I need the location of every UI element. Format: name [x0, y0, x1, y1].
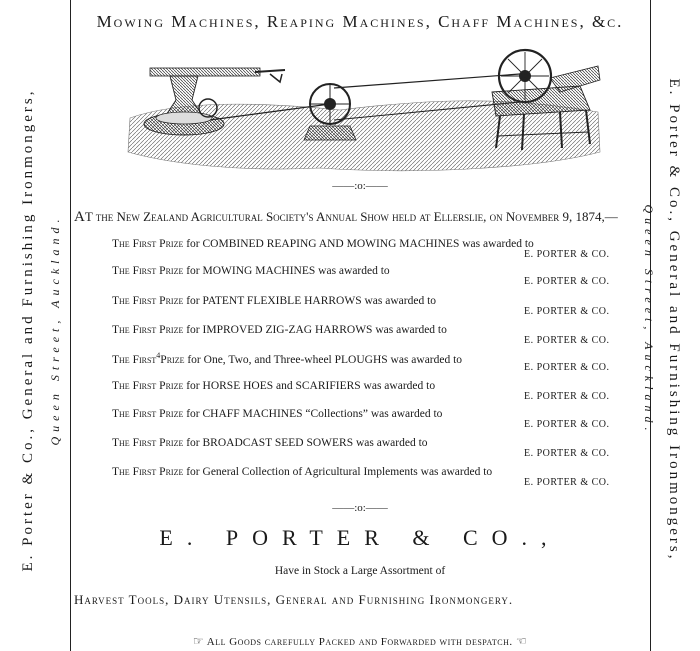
- prize-text: [112, 408, 442, 420]
- headline: Mowing Machines, Reaping Machines, Chaff Machines, &c.: [96, 12, 624, 31]
- prize-awardee: E. PORTER & CO.: [524, 362, 610, 373]
- prize-row: [72, 437, 648, 467]
- prize-item: CHAFF MACHINES “Collections”: [202, 408, 368, 420]
- left-side-firm-name: E. Porter & Co., General and Furnishing Ironmongers,: [20, 88, 36, 572]
- prize-lead: The First Prize: [112, 265, 184, 277]
- prize-for: for: [186, 295, 200, 307]
- prize-for: for: [186, 265, 200, 277]
- prize-lead: The First Prize: [112, 408, 184, 420]
- prize-awarded: was awarded to: [390, 353, 463, 366]
- prize-item: IMPROVED ZIG-ZAG HARROWS: [202, 324, 373, 336]
- machinery-engraving: [120, 40, 606, 175]
- prize-item: PATENT FLEXIBLE HARROWS: [202, 295, 362, 307]
- prize-for: for: [186, 437, 200, 449]
- prize-awarded: was awarded to: [370, 408, 443, 420]
- prize-row: [72, 466, 648, 496]
- prize-text: [112, 380, 435, 392]
- prize-text: [112, 437, 428, 449]
- prize-text: [112, 265, 390, 277]
- prize-awarded: was awarded to: [318, 265, 390, 277]
- left-border-rule: [70, 0, 71, 651]
- firm-name: E. PORTER & CO.,: [159, 525, 561, 550]
- prize-row: [72, 295, 648, 325]
- prize-item: BROADCAST SEED SOWERS: [202, 437, 354, 449]
- prize-text: [112, 466, 492, 478]
- right-side-address: Queen Street, Auckland.: [642, 204, 656, 436]
- prize-item: HORSE HOES and SCARIFIERS: [202, 380, 361, 392]
- prize-lead: The First: [112, 353, 157, 366]
- prize-item: COMBINED REAPING AND MOWING MACHINES: [202, 238, 460, 250]
- prize-awardee: E. PORTER & CO.: [524, 477, 610, 488]
- intro-text: T the New Zealand Agricultural Society's Annual Show held at Ellerslie, on November 9, 1874,—: [84, 209, 618, 224]
- prize-text: [112, 351, 462, 366]
- prize-lead: The First Prize: [112, 437, 184, 449]
- prize-awardee: E. PORTER & CO.: [524, 276, 610, 287]
- prize-row: [72, 380, 648, 410]
- packed-forwarded-line: [72, 634, 648, 649]
- prize-for: for: [186, 324, 200, 336]
- prize-lead: The First Prize: [112, 380, 184, 392]
- prize-for: for: [186, 238, 200, 250]
- prize-row: [72, 265, 648, 295]
- prize-row: [72, 351, 648, 381]
- prize-row: [72, 408, 648, 438]
- prize-awarded: was awarded to: [363, 380, 436, 392]
- prize-item: MOWING MACHINES: [202, 265, 316, 277]
- packed-text: All Goods carefully Packed and Forwarded with despatch.: [206, 636, 513, 648]
- prize-for: for: [187, 353, 201, 366]
- right-side-firm-name: E. Porter & Co., General and Furnishing Ironmongers,: [666, 78, 682, 562]
- prize-awardee: E. PORTER & CO.: [524, 306, 610, 317]
- prize-for: for: [186, 466, 200, 478]
- prize-awardee: E. PORTER & CO.: [524, 391, 610, 402]
- separator-bottom: ——:o:——: [332, 502, 388, 514]
- prize-lead: The First Prize: [112, 324, 184, 336]
- prize-awarded: was awarded to: [420, 466, 493, 478]
- prize-for: for: [186, 408, 200, 420]
- prize-awardee: E. PORTER & CO.: [524, 419, 610, 430]
- prize-row: [72, 238, 648, 268]
- stock-line: Have in Stock a Large Assortment of: [274, 565, 446, 577]
- prize-awarded: was awarded to: [364, 295, 437, 307]
- prize-lead: The First Prize: [112, 466, 184, 478]
- prize-lead: The First Prize: [112, 295, 184, 307]
- pointing-hand-left-icon: ☞: [192, 634, 205, 648]
- prize-awardee: E. PORTER & CO.: [524, 249, 610, 260]
- separator-top: ——:o:——: [332, 180, 388, 192]
- pointing-hand-right-icon: ☜: [515, 634, 528, 648]
- prize-lead: The First Prize: [112, 238, 184, 250]
- prize-awarded: was awarded to: [375, 324, 447, 336]
- prize-item: General Collection of Agricultural Implements: [202, 466, 418, 478]
- prize-text: [112, 324, 447, 336]
- prize-row: [72, 324, 648, 354]
- prize-awarded: was awarded to: [462, 238, 534, 250]
- advertisement-body: [72, 0, 648, 651]
- intro-lead-letter: A: [74, 209, 85, 225]
- prize-for: for: [186, 380, 200, 392]
- prize-awarded: was awarded to: [355, 437, 428, 449]
- prize-text: [112, 295, 436, 307]
- prize-item: One, Two, and Three-wheel PLOUGHS: [203, 353, 388, 366]
- prize-mark: 4: [156, 351, 161, 360]
- goods-line: Harvest Tools, Dairy Utensils, General and Furnishing Ironmongery.: [74, 592, 514, 607]
- show-introduction: [74, 209, 652, 226]
- prize-awardee: E. PORTER & CO.: [524, 448, 610, 459]
- prize-awardee: E. PORTER & CO.: [524, 335, 610, 346]
- prize-lead-tail: Prize: [160, 353, 185, 366]
- prize-text: [112, 238, 534, 250]
- left-side-address: Queen Street, Auckland.: [48, 214, 62, 446]
